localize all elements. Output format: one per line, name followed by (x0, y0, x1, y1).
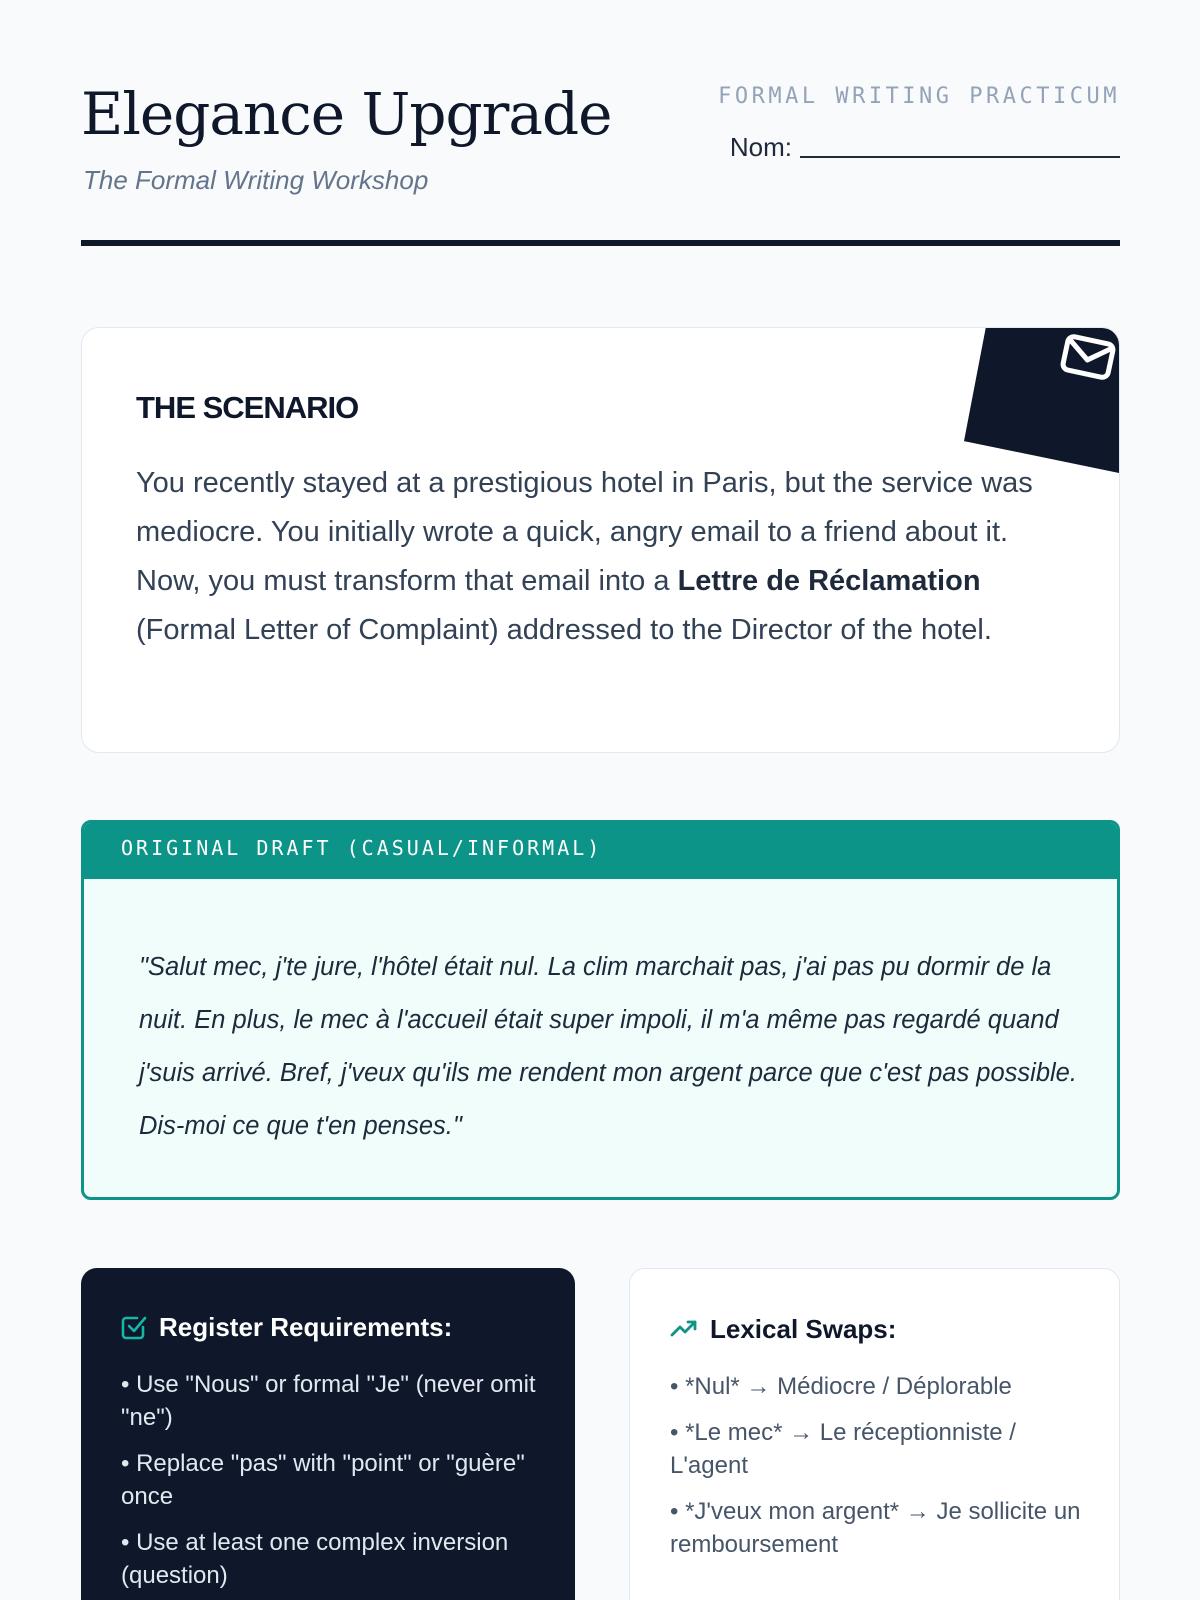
list-item: • *J'veux mon argent* → Je sollicite un remboursement (670, 1498, 1081, 1558)
scenario-title: THE SCENARIO (136, 390, 359, 425)
register-requirements-box (81, 1268, 575, 1600)
swaps-list (670, 1370, 1095, 1574)
scenario-text-start: You recently stayed at a prestigious hotel in Paris, but the service was mediocre. You initially wrote a quick, angry email to a friend about it. Now, you must transform that email into a (136, 467, 1033, 597)
name-blank-line[interactable] (800, 156, 1120, 158)
list-item: • *Nul* → Médiocre / Déplorable (670, 1373, 1012, 1400)
practicum-label: FORMAL WRITING PRACTICUM (718, 84, 1120, 109)
draft-label: ORIGINAL DRAFT (CASUAL/INFORMAL) (84, 823, 1117, 879)
name-field[interactable] (730, 132, 1120, 163)
check-square-icon (121, 1314, 147, 1340)
requirements-heading (121, 1312, 452, 1343)
mail-icon (1059, 332, 1117, 382)
draft-text: "Salut mec, j'te jure, l'hôtel était nul. La clim marchait pas, j'ai pas pu dormir de la nuit. En plus, le mec à l'accueil était super impoli, il m'a même pas regardé quand j'suis arrivé. Bref, j'veux qu'ils me rendent mon argent parce que c'est pas possible. Dis-moi ce que t'en penses." (139, 953, 1077, 1140)
scenario-text-end: (Formal Letter of Complaint) addressed to the Director of the hotel. (136, 614, 992, 646)
list-item: • Use at least one complex inversion (question) (121, 1529, 509, 1589)
requirements-title: Register Requirements: (159, 1312, 453, 1342)
swaps-title: Lexical Swaps: (710, 1314, 897, 1344)
page-subtitle: The Formal Writing Workshop (83, 165, 429, 195)
original-draft-box (81, 820, 1120, 1200)
header-divider (81, 240, 1120, 246)
name-label: Nom: (729, 132, 792, 162)
requirements-list (121, 1368, 541, 1600)
worksheet-page (81, 0, 1120, 1589)
swaps-heading (670, 1314, 896, 1345)
list-item: • *Le mec* → Le réceptionniste / L'agent (670, 1419, 1016, 1479)
trending-up-icon (670, 1318, 698, 1340)
list-item: • Replace "pas" with "point" or "guère" once (121, 1450, 525, 1510)
scenario-card (81, 327, 1120, 753)
list-item: • Use "Nous" or formal "Je" (never omit "ne") (121, 1371, 536, 1431)
scenario-description (136, 459, 1066, 655)
lexical-swaps-box (629, 1268, 1120, 1600)
scenario-text-bold: Lettre de Réclamation (677, 565, 981, 597)
page-title: Elegance Upgrade (81, 80, 612, 148)
worksheet-header (81, 0, 1120, 248)
